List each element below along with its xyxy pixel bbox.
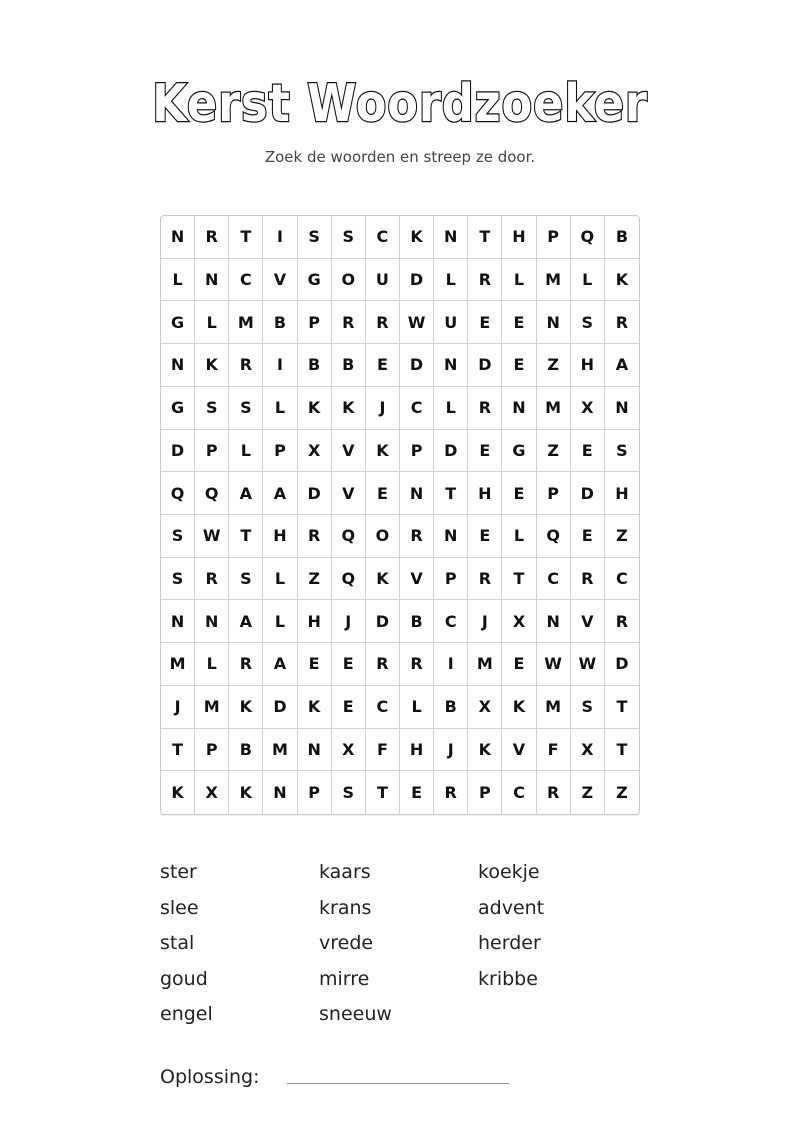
grid-cell[interactable]: E bbox=[468, 430, 502, 473]
grid-cell[interactable]: L bbox=[434, 387, 468, 430]
grid-cell[interactable]: C bbox=[502, 771, 536, 814]
grid-cell[interactable]: S bbox=[332, 771, 366, 814]
solution-label: Oplossing: bbox=[160, 1066, 260, 1088]
word-item: herder bbox=[478, 932, 541, 954]
grid-cell[interactable]: H bbox=[400, 729, 434, 772]
grid-cell[interactable]: K bbox=[502, 686, 536, 729]
grid-cell[interactable]: S bbox=[229, 387, 263, 430]
word-item: engel bbox=[160, 1003, 213, 1025]
word-list-column-1 bbox=[160, 857, 319, 1035]
grid-cell[interactable]: Z bbox=[605, 515, 639, 558]
grid-cell[interactable]: K bbox=[400, 216, 434, 259]
grid-cell[interactable]: T bbox=[502, 558, 536, 601]
grid-cell[interactable]: T bbox=[434, 472, 468, 515]
grid-cell[interactable]: V bbox=[502, 729, 536, 772]
grid-cell[interactable]: A bbox=[605, 344, 639, 387]
word-item: slee bbox=[160, 896, 199, 919]
grid-cell[interactable]: R bbox=[468, 558, 502, 601]
grid-cell[interactable]: R bbox=[298, 515, 332, 558]
grid-cell[interactable]: R bbox=[537, 771, 571, 814]
grid-cell[interactable]: E bbox=[400, 771, 434, 814]
grid-cell[interactable]: T bbox=[161, 729, 195, 772]
grid-cell[interactable]: H bbox=[502, 216, 536, 259]
grid-cell[interactable]: Q bbox=[571, 216, 605, 259]
grid-cell[interactable]: J bbox=[332, 600, 366, 643]
grid-cell[interactable]: T bbox=[229, 515, 263, 558]
grid-cell[interactable]: X bbox=[332, 729, 366, 772]
grid-cell[interactable]: D bbox=[434, 430, 468, 473]
grid-cell[interactable]: T bbox=[468, 216, 502, 259]
word-item: stal bbox=[160, 932, 195, 954]
grid-cell[interactable]: A bbox=[229, 600, 263, 643]
grid-cell[interactable]: M bbox=[537, 387, 571, 430]
grid-cell[interactable]: E bbox=[298, 643, 332, 686]
grid-cell[interactable]: N bbox=[434, 515, 468, 558]
grid-cell[interactable]: E bbox=[502, 344, 536, 387]
grid-cell[interactable]: N bbox=[502, 387, 536, 430]
grid-cell[interactable]: J bbox=[366, 387, 400, 430]
grid-cell[interactable]: L bbox=[161, 259, 195, 302]
grid-cell[interactable]: E bbox=[332, 686, 366, 729]
grid-cell[interactable]: Q bbox=[332, 558, 366, 601]
grid-cell[interactable]: B bbox=[298, 344, 332, 387]
word-list-column-2 bbox=[319, 857, 478, 1035]
grid-cell[interactable]: L bbox=[571, 259, 605, 302]
grid-cell[interactable]: K bbox=[468, 729, 502, 772]
grid-cell[interactable]: Z bbox=[571, 771, 605, 814]
solution-answer-line[interactable] bbox=[287, 1083, 509, 1084]
grid-cell[interactable]: X bbox=[571, 729, 605, 772]
grid-cell[interactable]: E bbox=[571, 430, 605, 473]
grid-cell[interactable]: S bbox=[571, 686, 605, 729]
grid-cell[interactable]: O bbox=[366, 515, 400, 558]
grid-cell[interactable]: B bbox=[400, 600, 434, 643]
word-item: kribbe bbox=[478, 967, 538, 990]
grid-cell[interactable]: T bbox=[605, 729, 639, 772]
grid-cell[interactable]: N bbox=[161, 600, 195, 643]
grid-cell[interactable]: D bbox=[571, 472, 605, 515]
grid-cell[interactable]: K bbox=[229, 771, 263, 814]
grid-cell[interactable]: K bbox=[366, 430, 400, 473]
grid-cell[interactable]: U bbox=[434, 301, 468, 344]
grid-cell[interactable]: M bbox=[263, 729, 297, 772]
grid-cell[interactable]: F bbox=[366, 729, 400, 772]
word-item: krans bbox=[319, 896, 372, 919]
word-item: kaars bbox=[319, 861, 371, 883]
grid-cell[interactable]: A bbox=[229, 472, 263, 515]
grid-cell[interactable]: G bbox=[298, 259, 332, 302]
grid-cell[interactable]: R bbox=[434, 771, 468, 814]
grid-cell[interactable]: P bbox=[298, 301, 332, 344]
grid-cell[interactable]: E bbox=[502, 643, 536, 686]
word-item: koekje bbox=[478, 861, 540, 883]
grid-cell[interactable]: V bbox=[571, 600, 605, 643]
letter-grid bbox=[160, 215, 640, 815]
grid-cell[interactable]: L bbox=[400, 686, 434, 729]
grid-cell[interactable]: B bbox=[605, 216, 639, 259]
grid-cell[interactable]: X bbox=[195, 771, 229, 814]
grid-cell[interactable]: N bbox=[434, 344, 468, 387]
grid-cell[interactable]: D bbox=[400, 344, 434, 387]
grid-cell[interactable]: E bbox=[502, 472, 536, 515]
grid-cell[interactable]: P bbox=[434, 558, 468, 601]
grid-cell[interactable]: M bbox=[537, 259, 571, 302]
grid-cell[interactable]: J bbox=[434, 729, 468, 772]
grid-cell[interactable]: M bbox=[195, 686, 229, 729]
grid-cell[interactable]: G bbox=[502, 430, 536, 473]
grid-cell[interactable]: P bbox=[195, 729, 229, 772]
grid-cell[interactable]: H bbox=[468, 472, 502, 515]
grid-cell[interactable]: N bbox=[263, 771, 297, 814]
grid-cell[interactable]: E bbox=[502, 301, 536, 344]
grid-cell[interactable]: N bbox=[537, 301, 571, 344]
grid-cell[interactable]: K bbox=[195, 344, 229, 387]
grid-cell[interactable]: E bbox=[571, 515, 605, 558]
grid-cell[interactable]: N bbox=[434, 216, 468, 259]
grid-cell[interactable]: V bbox=[400, 558, 434, 601]
grid-cell[interactable]: V bbox=[332, 430, 366, 473]
grid-cell[interactable]: N bbox=[195, 259, 229, 302]
grid-cell[interactable]: H bbox=[605, 472, 639, 515]
word-item: advent bbox=[478, 896, 545, 919]
word-item: goud bbox=[160, 967, 208, 990]
grid-cell[interactable]: V bbox=[263, 259, 297, 302]
grid-cell[interactable]: T bbox=[229, 216, 263, 259]
grid-cell[interactable]: P bbox=[263, 430, 297, 473]
grid-cell[interactable]: F bbox=[537, 729, 571, 772]
grid-cell[interactable]: Z bbox=[616, 783, 628, 803]
grid-cell[interactable]: K bbox=[229, 686, 263, 729]
grid-cell[interactable]: S bbox=[571, 301, 605, 344]
grid-cell[interactable]: Q bbox=[537, 515, 571, 558]
word-item: mirre bbox=[319, 967, 370, 990]
grid-cell[interactable]: N bbox=[195, 600, 229, 643]
grid-cell[interactable]: W bbox=[537, 643, 571, 686]
grid-cell[interactable]: L bbox=[263, 600, 297, 643]
grid-cell[interactable]: R bbox=[229, 643, 263, 686]
grid-cell[interactable]: S bbox=[195, 387, 229, 430]
grid-cell[interactable]: C bbox=[366, 686, 400, 729]
grid-cell[interactable]: E bbox=[366, 472, 400, 515]
grid-cell[interactable]: A bbox=[263, 472, 297, 515]
grid-cell[interactable]: G bbox=[161, 301, 195, 344]
grid-cell[interactable]: I bbox=[263, 344, 297, 387]
grid-cell[interactable]: X bbox=[298, 430, 332, 473]
grid-cell[interactable]: K bbox=[298, 387, 332, 430]
grid-cell[interactable]: B bbox=[229, 729, 263, 772]
grid-cell[interactable]: L bbox=[434, 259, 468, 302]
grid-cell[interactable]: D bbox=[605, 643, 639, 686]
grid-cell[interactable]: R bbox=[400, 515, 434, 558]
grid-cell[interactable]: W bbox=[195, 515, 229, 558]
grid-cell[interactable]: X bbox=[571, 387, 605, 430]
grid-cell[interactable]: Q bbox=[195, 472, 229, 515]
grid-cell[interactable]: D bbox=[400, 259, 434, 302]
grid-cell[interactable]: B bbox=[332, 344, 366, 387]
grid-cell[interactable]: I bbox=[434, 643, 468, 686]
grid-cell[interactable]: T bbox=[366, 771, 400, 814]
grid-cell[interactable]: O bbox=[332, 259, 366, 302]
grid-cell[interactable]: K bbox=[366, 558, 400, 601]
grid-cell[interactable]: W bbox=[571, 643, 605, 686]
grid-cell[interactable]: L bbox=[502, 515, 536, 558]
grid-cell[interactable]: C bbox=[229, 259, 263, 302]
grid-cell[interactable]: L bbox=[195, 643, 229, 686]
grid-cell[interactable]: D bbox=[468, 344, 502, 387]
grid-cell[interactable]: C bbox=[366, 216, 400, 259]
grid-cell[interactable]: D bbox=[366, 600, 400, 643]
grid-cell[interactable]: Z bbox=[537, 344, 571, 387]
grid-cell[interactable]: D bbox=[161, 430, 195, 473]
grid-cell[interactable]: L bbox=[263, 387, 297, 430]
grid-cell[interactable]: R bbox=[400, 643, 434, 686]
word-item: vrede bbox=[319, 932, 374, 954]
grid-cell[interactable]: G bbox=[161, 387, 195, 430]
grid-cell[interactable]: R bbox=[332, 301, 366, 344]
grid-cell[interactable]: H bbox=[263, 515, 297, 558]
grid-cell[interactable]: X bbox=[502, 600, 536, 643]
grid-cell[interactable]: C bbox=[400, 387, 434, 430]
grid-cell[interactable]: S bbox=[161, 558, 195, 601]
grid-cell[interactable]: R bbox=[605, 600, 639, 643]
grid-cell[interactable]: R bbox=[468, 387, 502, 430]
grid-cell[interactable]: N bbox=[400, 472, 434, 515]
grid-cell[interactable]: H bbox=[571, 344, 605, 387]
grid-cell[interactable]: P bbox=[468, 771, 502, 814]
grid-cell[interactable]: M bbox=[468, 643, 502, 686]
grid-cell[interactable]: N bbox=[605, 387, 639, 430]
grid-cell[interactable]: C bbox=[605, 558, 639, 601]
grid-cell[interactable]: S bbox=[605, 430, 639, 473]
grid-cell[interactable]: I bbox=[263, 216, 297, 259]
grid-cell[interactable]: Z bbox=[298, 558, 332, 601]
grid-cell[interactable]: S bbox=[298, 216, 332, 259]
grid-cell[interactable]: P bbox=[537, 472, 571, 515]
grid-cell[interactable]: P bbox=[537, 216, 571, 259]
grid-cell[interactable]: E bbox=[332, 643, 366, 686]
grid-cell[interactable]: V bbox=[332, 472, 366, 515]
grid-cell[interactable]: J bbox=[161, 686, 195, 729]
grid-cell[interactable]: X bbox=[468, 686, 502, 729]
grid-cell[interactable]: U bbox=[366, 259, 400, 302]
instructions: Zoek de woorden en streep ze door. bbox=[264, 148, 536, 166]
grid-cell[interactable]: M bbox=[229, 301, 263, 344]
grid-cell[interactable]: L bbox=[263, 558, 297, 601]
grid-cell[interactable]: T bbox=[605, 686, 639, 729]
grid-cell[interactable]: E bbox=[468, 301, 502, 344]
word-item: ster bbox=[160, 861, 197, 883]
grid-cell[interactable]: A bbox=[263, 643, 297, 686]
grid-cell[interactable]: H bbox=[298, 600, 332, 643]
grid-cell[interactable]: M bbox=[161, 643, 195, 686]
grid-cell[interactable]: W bbox=[400, 301, 434, 344]
grid-cell[interactable]: R bbox=[366, 301, 400, 344]
grid-cell[interactable]: R bbox=[195, 558, 229, 601]
grid-cell[interactable]: C bbox=[434, 600, 468, 643]
word-list-column-3 bbox=[478, 857, 638, 1035]
grid-cell[interactable]: Q bbox=[161, 472, 195, 515]
grid-cell[interactable]: B bbox=[434, 686, 468, 729]
grid-cell[interactable]: K bbox=[161, 771, 195, 814]
grid-cell[interactable]: L bbox=[229, 430, 263, 473]
grid-cell[interactable]: R bbox=[605, 301, 639, 344]
solution-row bbox=[160, 1066, 509, 1088]
grid-cell[interactable]: P bbox=[400, 430, 434, 473]
grid-cell[interactable]: P bbox=[298, 771, 332, 814]
grid-cell[interactable]: K bbox=[298, 686, 332, 729]
grid-cell[interactable]: K bbox=[605, 259, 639, 302]
grid-cell[interactable]: D bbox=[298, 472, 332, 515]
grid-cell[interactable]: P bbox=[195, 430, 229, 473]
grid-cell[interactable]: R bbox=[195, 216, 229, 259]
grid-cell[interactable]: E bbox=[366, 344, 400, 387]
grid-cell[interactable]: S bbox=[332, 216, 366, 259]
grid-cell[interactable]: N bbox=[298, 729, 332, 772]
grid-cell[interactable]: Q bbox=[332, 515, 366, 558]
grid-cell[interactable]: N bbox=[161, 344, 195, 387]
grid-cell[interactable]: D bbox=[263, 686, 297, 729]
grid-cell[interactable]: B bbox=[263, 301, 297, 344]
grid-cell[interactable]: S bbox=[229, 558, 263, 601]
page-title: Kerst Woordzoeker bbox=[152, 74, 648, 134]
grid-cell[interactable]: N bbox=[537, 600, 571, 643]
grid-cell[interactable]: R bbox=[468, 259, 502, 302]
grid-cell[interactable]: R bbox=[571, 558, 605, 601]
grid-cell[interactable]: R bbox=[366, 643, 400, 686]
grid-cell[interactable]: N bbox=[161, 216, 195, 259]
grid-cell[interactable]: J bbox=[468, 600, 502, 643]
grid-cell[interactable]: E bbox=[468, 515, 502, 558]
word-item: sneeuw bbox=[319, 1003, 392, 1025]
grid-cell[interactable]: K bbox=[332, 387, 366, 430]
grid-cell[interactable]: S bbox=[161, 515, 195, 558]
grid-cell[interactable]: M bbox=[537, 686, 571, 729]
grid-cell[interactable]: Z bbox=[537, 430, 571, 473]
grid-cell[interactable]: R bbox=[229, 344, 263, 387]
grid-cell[interactable]: C bbox=[537, 558, 571, 601]
grid-cell[interactable]: L bbox=[195, 301, 229, 344]
word-list bbox=[160, 857, 640, 1035]
grid-cell[interactable]: L bbox=[502, 259, 536, 302]
